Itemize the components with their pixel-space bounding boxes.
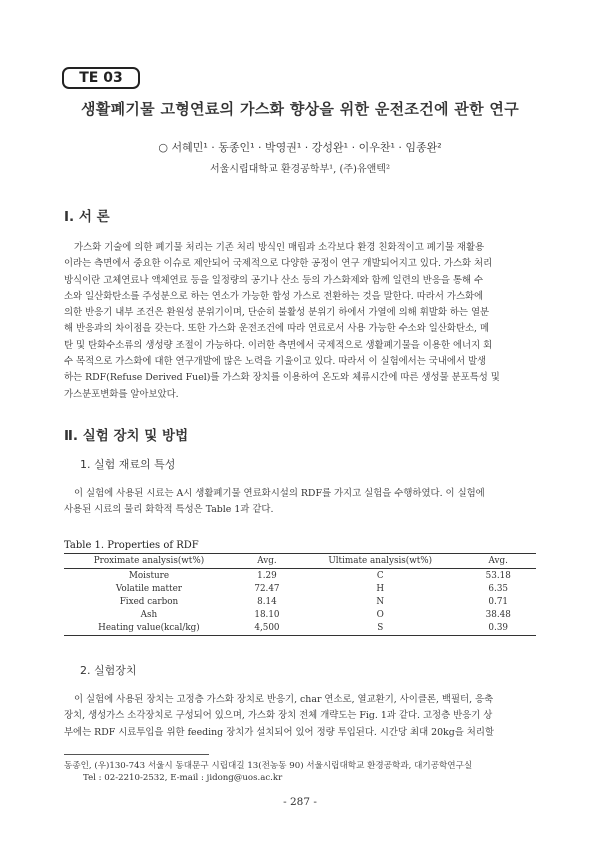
table-cell: Moisture bbox=[128, 570, 170, 581]
body-line: 탄 및 탄화수소류의 생성량 조절이 가능하다. 이러한 측면에서 국제적으로 생활폐기물을 이용한 에너지 회 bbox=[64, 339, 493, 351]
body-line: 소와 일산화탄소를 주성분으로 하는 연소가 가능한 합성 가스로 전환하는 것을 말한다. 따라서 가스화에 bbox=[64, 290, 484, 302]
body-line: 해 반응과의 차이점을 갖는다. 또한 가스화 운전조건에 따라 연료로서 사용 가능한 수소와 일산화탄소, 메 bbox=[64, 323, 490, 335]
table-cell: 38.48 bbox=[485, 610, 511, 621]
body-line: 수 목적으로 가스화에 대한 연구개발에 많은 노력을 기울이고 있다. 따라서 이 실험에서는 국내에서 발생 bbox=[64, 356, 487, 368]
body-line: 의한 반응기 내부 조건은 환원성 분위기이며, 단순히 불활성 분위기 하에서 가열에 의해 휘발화 하는 열분 bbox=[64, 307, 490, 319]
table-header-row bbox=[64, 554, 536, 569]
body-line: 장치, 생성가스 소각장치로 구성되어 있으며, 가스화 장치 전체 개략도는 Fig. 1과 같다. 고정층 반응기 상 bbox=[64, 710, 493, 722]
body-line: 사용된 시료의 물리 화학적 특성은 Table 1과 같다. bbox=[64, 504, 274, 516]
table-cell: Volatile matter bbox=[115, 583, 183, 594]
properties-table bbox=[64, 553, 536, 636]
table-cell: C bbox=[376, 570, 384, 581]
paper-title: 생활폐기물 고형연료의 가스화 향상을 위한 운전조건에 관한 연구 bbox=[81, 100, 519, 118]
table-cell: 72.47 bbox=[254, 583, 280, 594]
table-cell: H bbox=[376, 583, 385, 594]
table-cell: 18.10 bbox=[254, 610, 280, 621]
table-cell: S bbox=[300, 622, 460, 636]
section-1-body bbox=[64, 240, 536, 403]
subsection-2-body bbox=[64, 692, 536, 741]
footnote-contact: Tel : 02-2210-2532, E-mail : jidong@uos.ac.kr bbox=[83, 773, 283, 783]
table-cell: N bbox=[376, 596, 385, 607]
body-line: 이 실험에 사용된 장치는 고정층 가스화 장치로 반응기, char 연소로, 열교환기, 사이클론, 백필터, 응축 bbox=[74, 694, 494, 705]
body-line: 이라는 측면에서 중요한 이슈로 제안되어 국제적으로 다양한 공정이 연구 개발되어지고 있다. 가스화 처리 bbox=[64, 258, 493, 270]
table-row bbox=[64, 622, 536, 636]
body-line: 이 실험에 사용된 시료는 A시 생활폐기물 연료화시설의 RDF를 가지고 실험을 수행하였다. 이 실험에 bbox=[74, 488, 485, 499]
table-cell: Ash bbox=[140, 610, 158, 621]
body-line: 방식이란 고체연료나 액체연료 등을 일정량의 공기나 산소 등의 가스화제와 함께 일련의 반응을 통해 수 bbox=[64, 274, 484, 286]
section-1-heading: Ⅰ. 서 론 bbox=[64, 209, 110, 225]
footnote-divider bbox=[64, 754, 209, 755]
body-line: 하는 RDF(Refuse Derived Fuel)를 가스화 장치를 이용하여 온도와 체류시간에 따른 생성물 분포특성 및 bbox=[64, 372, 500, 384]
table-row bbox=[64, 569, 536, 583]
table-header: Proximate analysis(wt%) bbox=[64, 554, 234, 569]
section-2-heading: Ⅱ. 실험 장치 및 방법 bbox=[64, 428, 189, 444]
table-header: Avg. bbox=[234, 554, 300, 569]
subsection-1-heading: 1. 실험 재료의 특성 bbox=[80, 458, 176, 471]
footnote-address: 동종인, (우)130-743 서울시 동대문구 시립대길 13(전농동 90) 서울시립대학교 환경공학과, 대기공학연구실 bbox=[64, 761, 473, 771]
affiliations: 서울시립대학교 환경공학부¹, (주)유앤텍² bbox=[210, 164, 390, 175]
table-header: Ultimate analysis(wt%) bbox=[300, 554, 460, 569]
body-line: 가스분포변화를 알아보았다. bbox=[64, 388, 179, 400]
table-cell: 4,500 bbox=[234, 622, 300, 636]
table-cell: 1.29 bbox=[257, 570, 277, 581]
table-caption: Table 1. Properties of RDF bbox=[64, 540, 199, 551]
page-number: - 287 - bbox=[283, 796, 317, 808]
table-cell: 8.14 bbox=[257, 596, 277, 607]
table-row bbox=[64, 582, 536, 595]
table-cell: 6.35 bbox=[488, 583, 509, 594]
subsection-1-body bbox=[64, 486, 536, 519]
table-cell: O bbox=[376, 610, 384, 621]
table-cell: 0.39 bbox=[460, 622, 536, 636]
body-line: 가스화 기술에 의한 폐기물 처리는 기존 처리 방식인 매립과 소각보다 환경 친화적이고 폐기물 재활용 bbox=[74, 242, 485, 253]
table-cell: Heating value(kcal/kg) bbox=[64, 622, 234, 636]
session-tag: TE 03 bbox=[62, 67, 140, 89]
table-row bbox=[64, 609, 536, 622]
table-row bbox=[64, 595, 536, 608]
subsection-2-heading: 2. 실험장치 bbox=[80, 664, 137, 677]
author-list: ○ 서혜민¹ · 동종인¹ · 박영권¹ · 강성완¹ · 이우찬¹ · 임종완² bbox=[158, 141, 442, 154]
table-cell: 0.71 bbox=[488, 596, 509, 607]
table-cell: 53.18 bbox=[485, 570, 511, 581]
body-line: 부에는 RDF 시료투입을 위한 feeding 장치가 설치되어 있어 정량 투입된다. 시간당 최대 20kg을 처리할 bbox=[64, 726, 494, 738]
table-cell: Fixed carbon bbox=[119, 596, 179, 607]
table-header: Avg. bbox=[460, 554, 536, 569]
